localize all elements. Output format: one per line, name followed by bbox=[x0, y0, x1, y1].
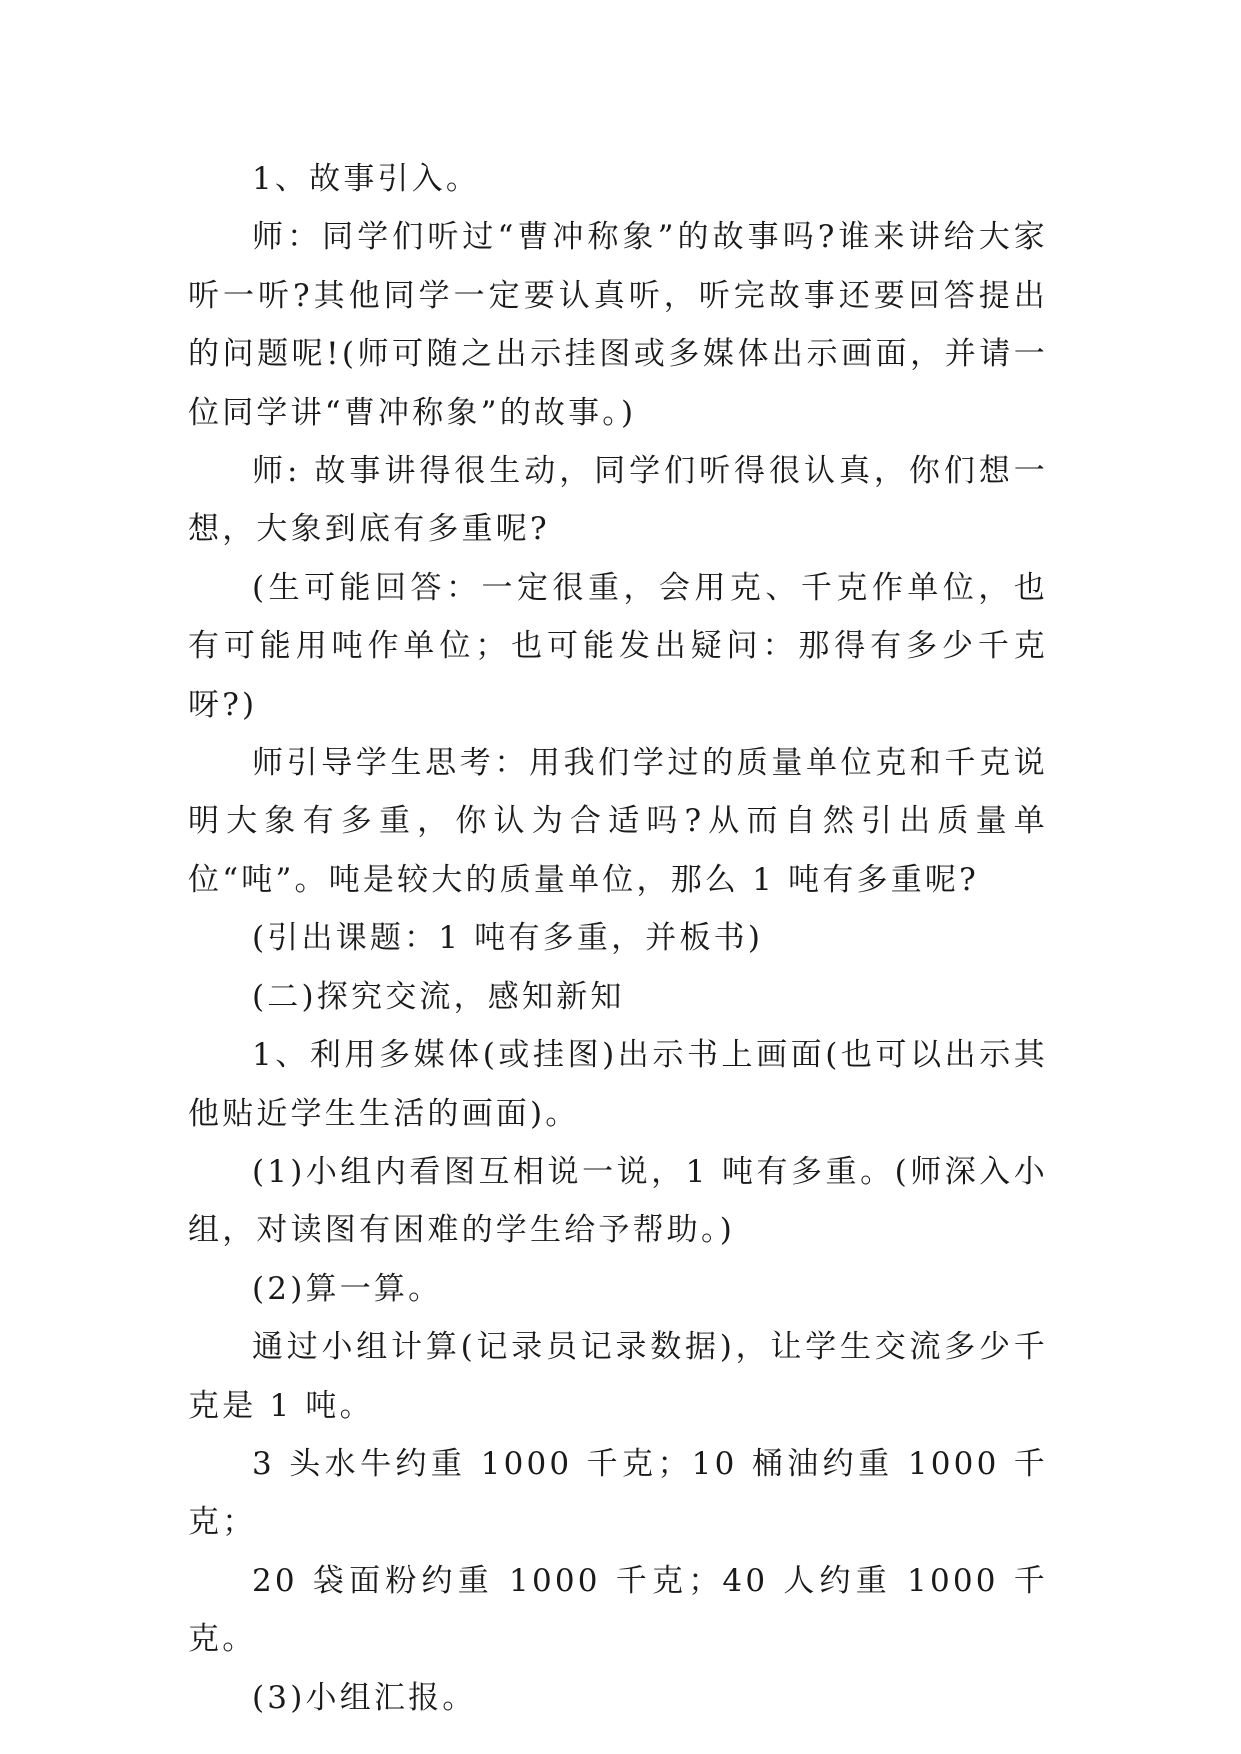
paragraph-calculate: (2)算一算。 bbox=[252, 1270, 443, 1307]
section-heading-explore: (二)探究交流，感知新知 bbox=[252, 978, 625, 1015]
document-body bbox=[188, 150, 1048, 1727]
paragraph-teacher-question: 师：同学们听过“曹冲称象”的故事吗?谁来讲给大家听一听?其他同学一定要认真听，听完故事还要回答提出的问题呢!(师可随之出示挂图或多媒体出示画面，并请一位同学讲“曹冲称象”的故事。) bbox=[188, 219, 1048, 431]
paragraph-group-discussion: (1)小组内看图互相说一说，1 吨有多重。(师深入小组，对读图有困难的学生给予帮助。) bbox=[188, 1153, 1048, 1249]
paragraph-group-calculation: 通过小组计算(记录员记录数据)，让学生交流多少千克是 1 吨。 bbox=[188, 1329, 1048, 1424]
paragraph-group-report: (3)小组汇报。 bbox=[252, 1679, 477, 1716]
paragraph-example-weights-2: 20 袋面粉约重 1000 千克；40 人约重 1000 千克。 bbox=[188, 1562, 1048, 1658]
paragraph-student-answer: (生可能回答：一定很重，会用克、千克作单位，也有可能用吨作单位；也可能发出疑问：那得有多少千克呀?) bbox=[188, 569, 1048, 723]
paragraph-teacher-followup: 师: 故事讲得很生动，同学们听得很认真，你们想一想，大象到底有多重呢? bbox=[188, 453, 1048, 548]
paragraph-story-intro-heading: 1、故事引入。 bbox=[252, 161, 481, 197]
paragraph-teacher-guidance: 师引导学生思考：用我们学过的质量单位克和千克说明大象有多重，你认为合适吗?从而自然引出质量单位“吨”。吨是较大的质量单位，那么 1 吨有多重呢? bbox=[188, 745, 1048, 898]
paragraph-example-weights-1: 3 头水牛约重 1000 千克；10 桶油约重 1000 千克； bbox=[188, 1445, 1048, 1541]
paragraph-lesson-title: (引出课题：1 吨有多重，并板书) bbox=[252, 920, 764, 957]
paragraph-multimedia: 1、利用多媒体(或挂图)出示书上画面(也可以出示其他贴近学生生活的画面)。 bbox=[188, 1037, 1048, 1132]
